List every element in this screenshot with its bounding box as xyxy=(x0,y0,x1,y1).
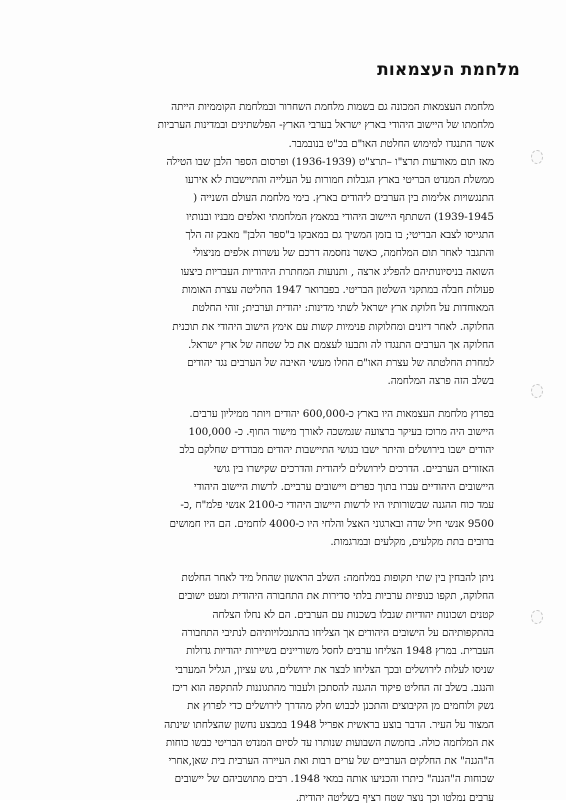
text-line: ברובים בתת מקלעים, מקלעים ובמרגמות. xyxy=(330,535,494,548)
text-line: ניתן להבחין בין שתי תקופות במלחמה: השלב הראשון שהחל מיד לאחר החלטת xyxy=(181,572,494,585)
paragraph-background xyxy=(74,153,494,391)
text-line: התגייסו לצבא הבריטי; בו בזמן המשיך גם במאבקו ב"ספר הלבן" מאבק זה הלך xyxy=(185,229,494,242)
text-line: ממשלת המנדט הבריטי בארץ הגבלות חמורות על העלייה והתיישבות לא אירעו xyxy=(185,174,494,187)
paragraph-forces xyxy=(74,405,494,551)
paragraph-intro xyxy=(74,98,494,153)
text-line: שניסו לעלות לירושלים ובכך הצליחו לבצר את ירושלים, גוש עציון, הגליל המערבי xyxy=(175,663,494,676)
text-line: עמד כוח ההגנה שבשורותיו היו לרשות היישוב היהודי כ-2100 אנשי פלמ"ח ,כ- xyxy=(180,499,494,512)
text-line: בפרוץ מלחמת העצמאות היו בארץ כ-600,000 יהודים ויותר ממיליון ערבים. xyxy=(189,407,494,420)
text-line: והנגב. בשלב זה החליט פיקוד ההגנה להסתכן ולעבור מהתגוננות להתקפה הוא ריכז xyxy=(172,681,494,694)
text-line: בשלב הזה פרצה המלחמה. xyxy=(387,375,494,388)
binder-hole xyxy=(531,610,543,624)
text-line: שכוחות ה"הגנה" כיתרו והכניעו אותה במאי 1948. רבים מתושביהם של יישובים xyxy=(174,773,494,786)
text-line: 9500 אנשי חיל שדה ובארגוני האצל והלחי היו כ-4000 לוחמים. הם היו חמושים xyxy=(169,517,494,530)
document-body xyxy=(74,98,494,807)
document-title: מלחמת העצמאות xyxy=(377,60,520,80)
text-line: החלוקה, תקפו כנופיות ערביות בלתי סדירות את התחבורה היהודית ומעט ישובים xyxy=(178,590,494,603)
paragraph-spacer xyxy=(74,391,494,405)
text-line: מאז תום מאורעות תרצ"ו –תרצ"ט (1936-1939) ופרסום הספר הלבן שבו הטילה xyxy=(166,155,494,168)
text-line: השואה בניסיונותיהם להפליג ארצה , ותנועות המחתרת היהודיות העבריות ביצעו xyxy=(180,265,494,278)
text-line: קטנים ושכונות יהודיות שגבלו בשכנות עם הערבים. הם לא נחלו הצלחה xyxy=(212,608,494,621)
text-line: ערבים נמלטו וכך נוצר שטח רציף בשליטה יהודית. xyxy=(295,791,494,804)
binder-hole xyxy=(531,150,543,164)
text-line: למחרת החלטתה של עצרת האו"ם החלו מעשי האיבה של הערבים נגד יהודים xyxy=(187,357,494,370)
paragraph-spacer xyxy=(74,551,494,569)
text-line: בהתקפותיהם על הישובים היהודים אך הצליחו בהתנכלויותיהם לנתיבי התחבורה xyxy=(181,627,494,640)
text-line: היישובים היהודיים עברו בתוך כפרים ויישובים ערביים. לרשות היישוב היהודי xyxy=(193,480,494,493)
text-line: המאוחדות על חלוקת ארץ ישראל לשתי מדינות: יהודית וערבית; זוהי החלטת xyxy=(192,302,494,315)
text-line: נשק ולוחמים מן הקיבוצים והתכנן לכבוש חלק מהדרך לירושלים כדי לפרוץ את xyxy=(187,700,494,713)
text-line: ה"הגנה" את החלקים הערביים של ערים רבות ואת העיירה הערבית בית שאן,אחרי xyxy=(168,755,494,768)
text-line: מלחמתו של היישוב היהודי בארץ ישראל בערבי הארץ- הפלשתינים ובמדינות הערביות xyxy=(157,119,494,132)
text-line: התנגשויות אלימות בין הערבים ליהודים בארץ. בימי מלחמת העולם השנייה ( xyxy=(193,192,494,205)
text-line: העברית. במרץ 1948 הצליחו ערבים לחסל משוריינים בשיירות יהודיות גדולות xyxy=(186,645,494,658)
text-line: אשר התנגדו למימוש החלטת האו"ם בכ"ט בנובמבר. xyxy=(288,137,494,150)
text-line: היישוב היה מרוכז בעיקר ברצועה שנמשכה לאורך מישור החוף. כ- 100,000 xyxy=(188,426,494,439)
text-line: החלוקה. לאחר דיונים ומחלוקות פנימיות קשות עם אימץ הישוב היהודי את תוכנית xyxy=(172,320,494,333)
binder-hole xyxy=(531,384,543,398)
text-line: יהודים ישבו בירושלים והיתר ישבו בגושי התיישבות יהודים מבודדים שחלקם בלב xyxy=(179,444,494,457)
text-line: החלוקה אך הערבים התנגדו לה ותבעו לעצמם את כל שטחה של ארץ ישראל. xyxy=(188,338,494,351)
text-line: מלחמת העצמאות המכונה גם בשמות מלחמת השחרור ובמלחמת הקוממיות הייתה xyxy=(171,101,494,113)
text-line: האזורים הערביים. הדרכים לירושלים ליהודית והדרכים שקישרו בין גושי xyxy=(213,462,494,475)
text-line: והתגבר לאחר תום המלחמה, כאשר נחסמה דרכם של עשרות אלפים מניצולי xyxy=(192,247,494,260)
text-line: 1939-1945) השתתף היישוב היהודי במאמץ המלחמתי ואלפים מבניו ובנותיו xyxy=(186,210,494,223)
paragraph-phases xyxy=(74,569,494,807)
text-line: פעולות חבלה במתקני השלטון הבריטי. בפברואר 1947 החליטה עצרת האומות xyxy=(181,283,494,296)
text-line: המצור על העיר. הדבר בוצע בראשית אפריל 1948 במבצע נחשון שהצלחתו שינתה xyxy=(164,718,494,731)
text-line: את המלחמה כולה. בחמשת השבועות שנותרו עד לסיום המנדט הבריטי כבשו כוחות xyxy=(165,736,494,749)
